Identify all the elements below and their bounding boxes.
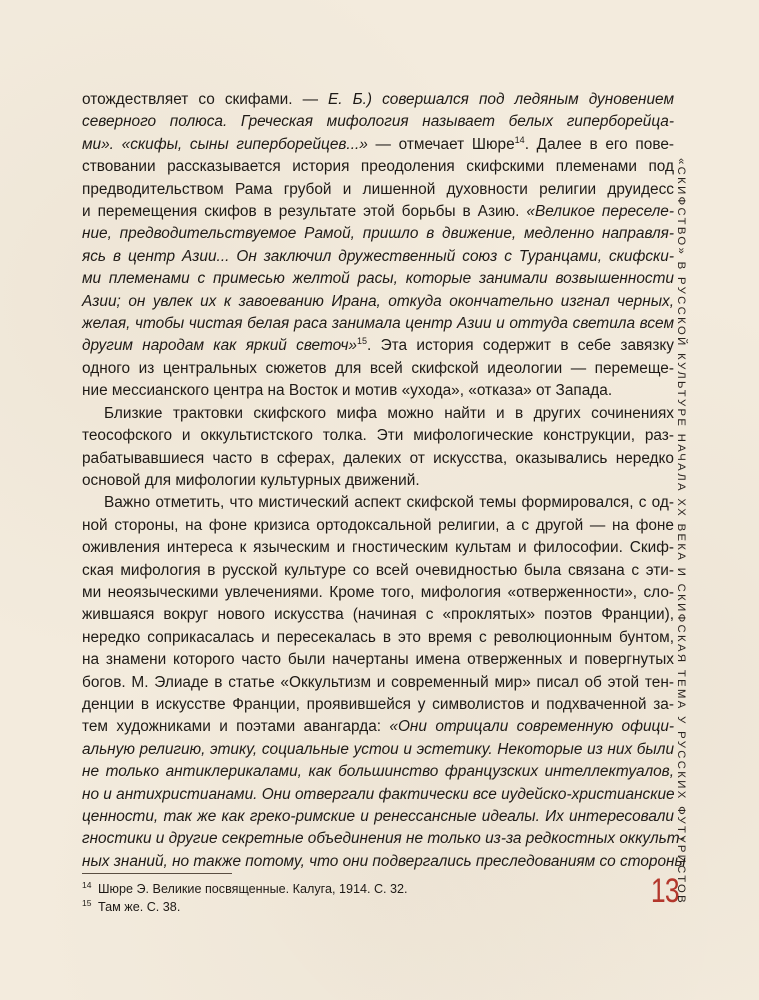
- italic-run: ценности, так же как греко-римские и ренессансные идеалы. Их интересовали: [82, 808, 674, 825]
- text-run: денции в искусстве Франции, проявившейся у символистов и подхваченной за-: [82, 695, 674, 713]
- text-line: [82, 649, 674, 671]
- italic-run: ми». «скифы, сыны гиперборейцев...»: [82, 135, 368, 153]
- text-run: одного из центральных сюжетов для всей скифской идеологии — перемеще-: [82, 359, 674, 377]
- text-run: ствовании рассказывается история преодоления скифскими племенами под: [82, 158, 674, 176]
- italic-run: «Они отрицали современную офици-: [389, 718, 675, 736]
- text-run: и перемещения скифов в результате этой борьбы в Азию.: [82, 203, 527, 221]
- text-run: ми неоязыческими увлечениями. Кроме того, мифология «отверженности», сло-: [82, 583, 674, 601]
- text-run: теософского и оккультистского толка. Эти мифологические конструкции, раз-: [82, 427, 674, 445]
- text-line: [82, 268, 674, 290]
- text-line: [82, 694, 674, 716]
- running-head: [672, 158, 690, 906]
- text-line: [82, 604, 674, 626]
- text-line: [82, 784, 674, 806]
- italic-run: альную религию, этику, социальные устои и эстетику. Некоторые из них были: [82, 740, 674, 758]
- text-line: [82, 89, 674, 111]
- italic-run: другим народам как яркий светоч»: [82, 337, 357, 355]
- text-line: [82, 851, 686, 873]
- text-line: [82, 134, 674, 156]
- italic-run: Е. Б.) совершался под ледяным дуновением: [328, 91, 674, 108]
- paragraph-2: [82, 403, 674, 493]
- footnote-reference: 14: [514, 134, 525, 145]
- text-run: ной стороны, на фоне кризиса ортодоксальной религии, а с другой — на фоне: [82, 516, 674, 534]
- text-line: [82, 761, 674, 783]
- text-line: [82, 828, 685, 850]
- paragraph-1: [82, 89, 674, 403]
- page-number: 13: [651, 872, 679, 910]
- running-head-text: «СКИФСТВО» В РУССКОЙ КУЛЬТУРЕ НАЧАЛА XX ВЕКА И СКИФСКАЯ ТЕМА У РУССКИХ ФУТУРИСТОВ: [675, 158, 687, 906]
- text-run: предводительством Рама грубой и лишенной духовности религии друидесс: [82, 180, 674, 198]
- text-line: [82, 403, 674, 425]
- text-line: [82, 201, 674, 223]
- text-line: [82, 739, 674, 761]
- text-line: [82, 179, 674, 201]
- text-run: отождествляет со скифами. —: [82, 91, 329, 108]
- text-line: [82, 627, 674, 649]
- footnote-reference: 15: [357, 336, 368, 347]
- text-line: [82, 515, 674, 537]
- text-run: основой для мифологии культурных движений.: [82, 471, 420, 489]
- footnote-14: 14 Шюре Э. Великие посвященные. Калуга, 1914. С. 32.: [82, 879, 408, 896]
- text-run: тем художниками и поэтами авангарда:: [82, 718, 390, 736]
- text-line: [82, 672, 674, 694]
- text-line: [82, 425, 674, 447]
- text-line: [82, 582, 674, 604]
- text-line: [82, 537, 674, 559]
- text-run: Важно отметить, что мистический аспект скифской темы формировался, с од-: [104, 494, 674, 512]
- text-line: [82, 223, 674, 245]
- italic-run: гностики и другие секретные объединения не только из-за редкостных оккульт-: [82, 830, 685, 848]
- italic-run: ние, предводительствуемое Рамой, пришло в движение, медленно направля-: [82, 225, 674, 243]
- text-line: [82, 560, 674, 582]
- footnote-text: Шюре Э. Великие посвященные. Калуга, 1914. С. 32.: [98, 882, 408, 896]
- italic-run: не только антиклерикалами, как большинство французских интеллектуалов,: [82, 763, 674, 781]
- text-line: [82, 806, 674, 828]
- text-line: [82, 470, 674, 492]
- text-run: — отмечает Шюре: [367, 135, 515, 153]
- italic-run: желая, чтобы чистая белая раса занимала центр Азии и оттуда светила всем: [82, 315, 674, 333]
- text-line: [82, 492, 674, 514]
- footnote-divider: [82, 873, 232, 874]
- text-run: жившаяся вокруг нового искусства (начиная с «проклятых» поэтов Франции),: [82, 606, 674, 624]
- text-line: [82, 380, 674, 402]
- text-run: нередко соприкасалась и пересекалась в это время с революционным бунтом,: [82, 628, 674, 646]
- italic-run: Азии; он увлек их к завоеванию Ирана, откуда окончательно изгнал черных,: [82, 292, 674, 310]
- footnote-15: 15 Там же. С. 38.: [82, 897, 181, 914]
- italic-run: ных знаний, но также потому, что они подвергались преследованиям со стороны: [82, 852, 686, 870]
- text-line: [82, 716, 674, 738]
- text-line: [82, 111, 674, 133]
- text-line: [82, 335, 674, 357]
- text-run: оживления интереса к языческим и гностическим культам и философии. Скиф-: [82, 539, 674, 557]
- footnote-text: Там же. С. 38.: [98, 900, 181, 914]
- text-run: . Далее в его пове-: [524, 135, 675, 153]
- italic-run: но и антихристианами. Они отвергали фактически все иудейско-христианские: [82, 785, 675, 803]
- text-run: богов. М. Элиаде в статье «Оккультизм и современный мир» писал об этой тен-: [82, 673, 674, 691]
- text-run: . Эта история содержит в себе завязку: [367, 337, 674, 355]
- text-run: ская мифология в русской культуре со всей очевидностью была связана с эти-: [82, 561, 674, 579]
- text-line: [82, 448, 674, 470]
- text-run: Близкие трактовки скифского мифа можно найти и в других сочинениях: [104, 404, 674, 422]
- text-line: [82, 313, 674, 335]
- paragraph-3: [82, 492, 686, 873]
- text-line: [82, 156, 674, 178]
- footnotes: [82, 880, 502, 916]
- text-run: на знамени которого часто были начертаны имена отверженных и повергнутых: [82, 651, 674, 669]
- italic-run: ясь в центр Азии... Он заключил дружественный союз с Туранцами, скифски-: [82, 247, 674, 265]
- italic-run: ми племенами с примесью желтой расы, которые занимали возвышенности: [82, 270, 674, 288]
- italic-run: «Великое переселе-: [526, 203, 674, 221]
- italic-run: северного полюса. Греческая мифология называет белых гиперборейца-: [82, 113, 674, 131]
- text-run: ние мессианского центра на Восток и мотив «ухода», «отказа» от Запада.: [82, 382, 613, 400]
- text-line: [82, 291, 674, 313]
- text-run: рабатывавшиеся часто в сферах, далеких от искусства, оказывались нередко: [82, 449, 674, 467]
- text-line: [82, 358, 674, 380]
- text-line: [82, 246, 674, 268]
